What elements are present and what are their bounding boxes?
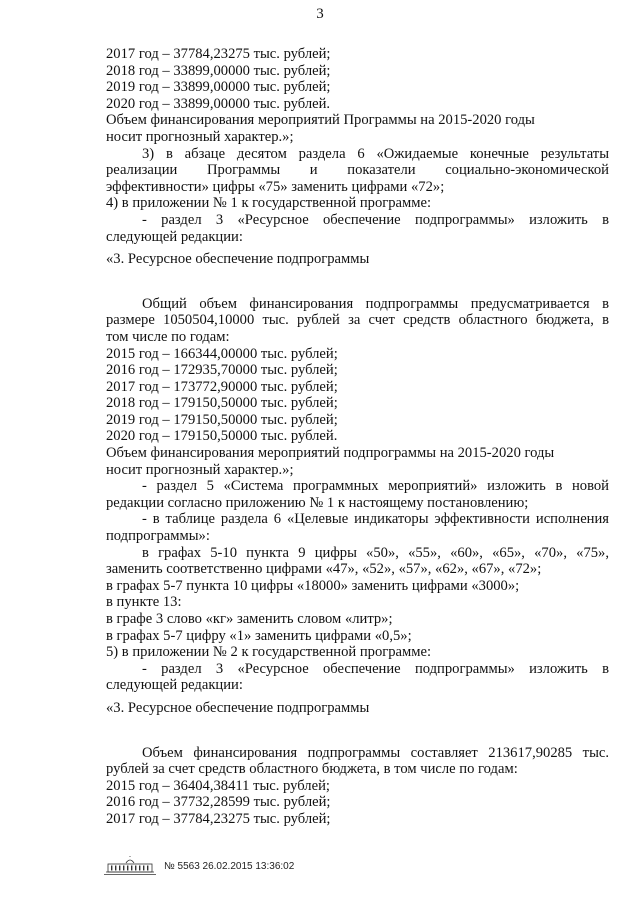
text-line: 2016 год – 37732,28599 тыс. рублей;	[106, 794, 331, 811]
text-line: в графах 5-7 цифру «1» заменить цифрами «0,5»;	[106, 627, 412, 644]
text-line: - раздел 3 «Ресурсное обеспечение подпрограммы» изложить в	[142, 211, 609, 228]
text-line: 2020 год – 179150,50000 тыс. рублей.	[106, 428, 338, 445]
text-line: Объем финансирования подпрограммы составляет 213617,90285 тыс.	[142, 744, 609, 761]
text-line: в графе 3 слово «кг» заменить словом «литр»;	[106, 611, 393, 627]
text-line: - раздел 3 «Ресурсное обеспечение подпрограммы» изложить в	[142, 660, 609, 677]
text-line: Объем финансирования мероприятий Программы на 2015-2020 годы	[106, 112, 535, 129]
text-line: следующей редакции:	[106, 677, 243, 694]
text-line: Объем финансирования мероприятий подпрограммы на 2015-2020 годы	[106, 445, 555, 462]
text-line: 5) в приложении № 2 к государственной программе:	[106, 644, 432, 661]
text-line: 2017 год – 37784,23275 тыс. рублей;	[106, 810, 331, 827]
text-line: носит прогнозный характер.»;	[106, 128, 294, 145]
text-line: том числе по годам:	[106, 328, 230, 345]
text-line: 3) в абзаце десятом раздела 6 «Ожидаемые конечные результаты	[142, 145, 609, 162]
text-line: 2020 год – 33899,00000 тыс. рублей.	[106, 95, 331, 112]
text-line: Общий объем финансирования подпрограммы предусматривается в	[142, 295, 609, 312]
government-building-icon	[102, 856, 158, 876]
text-line: размере 1050504,10000 тыс. рублей за счет средств областного бюджета, в	[106, 312, 609, 329]
text-line: рублей за счет средств областного бюджета, в том числе по годам:	[106, 761, 518, 778]
text-line: 2018 год – 33899,00000 тыс. рублей;	[106, 62, 331, 79]
text-line: в графах 5-7 пункта 10 цифры «18000» заменить цифрами «3000»;	[106, 577, 520, 594]
text-line: 2017 год – 173772,90000 тыс. рублей;	[106, 378, 338, 395]
registration-stamp: № 5563 26.02.2015 13:36:02	[164, 860, 295, 872]
text-line: в графах 5-10 пункта 9 цифры «50», «55», «60», «65», «70», «75»,	[142, 544, 609, 561]
text-line: 4) в приложении № 1 к государственной программе:	[106, 195, 432, 212]
section-heading: «3. Ресурсное обеспечение подпрограммы	[106, 699, 370, 716]
document-body	[106, 46, 609, 828]
text-line: следующей редакции:	[106, 228, 243, 245]
text-line: 2019 год – 179150,50000 тыс. рублей;	[106, 411, 338, 428]
document-footer	[102, 855, 294, 877]
text-line: 2016 год – 172935,70000 тыс. рублей;	[106, 362, 338, 379]
text-line: подпрограммы»:	[106, 528, 210, 545]
section-heading: «3. Ресурсное обеспечение подпрограммы	[106, 251, 370, 268]
text-line: заменить соответственно цифрами «47», «52», «57», «62», «67», «72»;	[106, 561, 542, 578]
page-number: 3	[316, 6, 324, 22]
text-line: редакции согласно приложению № 1 к настоящему постановлению;	[106, 494, 529, 511]
text-line: 2018 год – 179150,50000 тыс. рублей;	[106, 395, 338, 412]
text-line: - в таблице раздела 6 «Целевые индикаторы эффективности исполнения	[142, 511, 609, 528]
text-line: эффективности» цифры «75» заменить цифрами «72»;	[106, 178, 445, 195]
text-line: в пункте 13:	[106, 594, 182, 611]
text-line: - раздел 5 «Система программных мероприятий» изложить в новой	[142, 478, 609, 495]
text-line: 2019 год – 33899,00000 тыс. рублей;	[106, 79, 331, 96]
text-line: 2015 год – 36404,38411 тыс. рублей;	[106, 777, 330, 794]
text-line: 2015 год – 166344,00000 тыс. рублей;	[106, 345, 338, 362]
text-line: 2017 год – 37784,23275 тыс. рублей;	[106, 46, 331, 62]
text-line: реализации Программы и показатели социально-экономической	[106, 162, 609, 179]
text-line: носит прогнозный характер.»;	[106, 461, 294, 478]
